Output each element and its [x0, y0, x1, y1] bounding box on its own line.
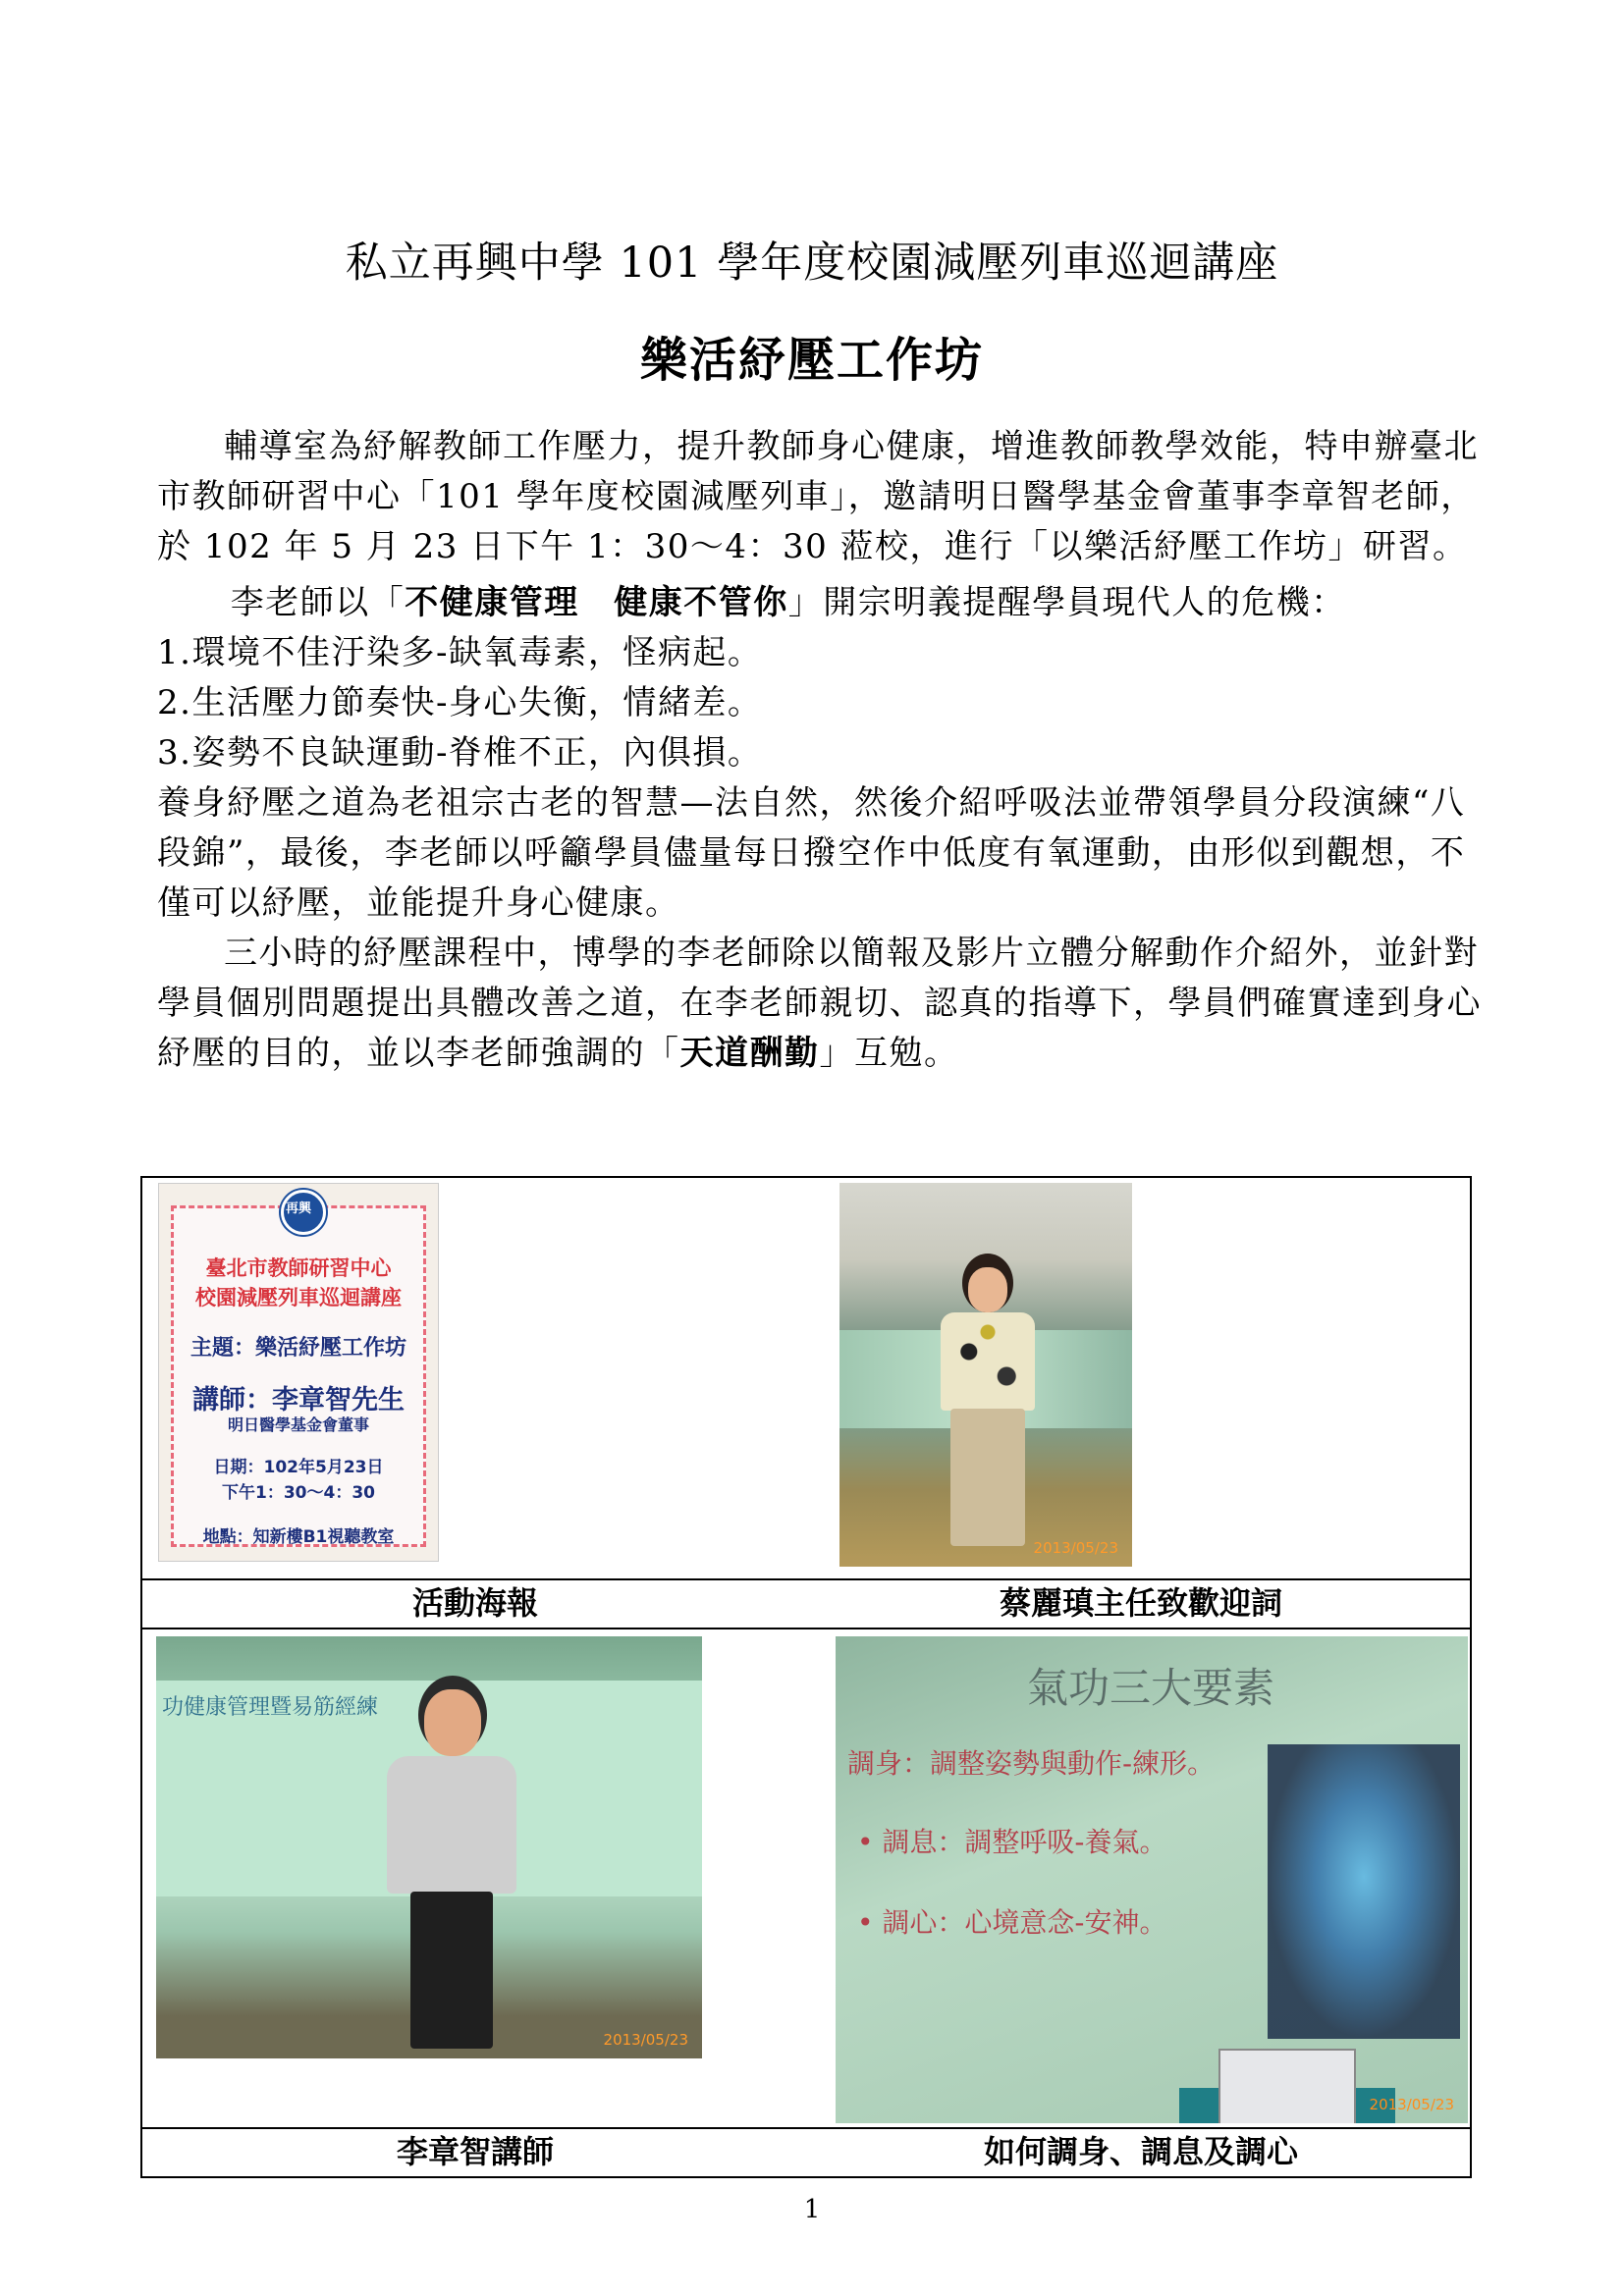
document-title: 私立再興中學 101 學年度校園減壓列車巡迴講座 — [345, 239, 1279, 288]
date-stamp: 2013/05/23 — [603, 2031, 688, 2049]
page-number: 1 — [803, 2195, 821, 2224]
speaker-figure — [933, 1254, 1041, 1558]
slide-heading: 氣功三大要素 — [1027, 1664, 1275, 1712]
caption-welcome: 蔡麗瑱主任致歡迎詞 — [999, 1584, 1282, 1622]
slide-row: • 調心：心境意念-安神。 — [857, 1906, 1167, 1939]
paragraph-summary-pre: 三小時的紓壓課程中，博學的李老師除以簡報及影片立體分解動作介紹外，並針對學員個別問題提出具體改善之道，在李老師親切、認真的指導下，學員們確實達到身心紓壓的目的，並以李老師強調的「 — [157, 934, 1482, 1073]
photo-table — [140, 1176, 1472, 2178]
slide-row: 調身：調整姿勢與動作-練形。 — [847, 1747, 1216, 1780]
poster-line: 臺北市教師研習中心 — [205, 1256, 392, 1280]
screen-text: 功健康管理暨易筋經練 — [162, 1695, 379, 1720]
caption-lecturer: 李章智講師 — [396, 2133, 554, 2170]
list-item: 1.環境不佳汙染多-缺氧毒素，怪病起。 — [157, 633, 763, 672]
document-subtitle: 樂活紓壓工作坊 — [639, 333, 984, 388]
list-item: 2.生活壓力節奏快-身心失衡，情緒差。 — [157, 683, 763, 722]
event-poster-photo — [158, 1183, 439, 1562]
poster-line: 講師：李章智先生 — [192, 1385, 405, 1415]
poster-line: 下午1：30～4：30 — [222, 1483, 375, 1503]
lecturer-figure — [377, 1676, 524, 2049]
poster-line: 日期：102年5月23日 — [213, 1458, 384, 1477]
poster-line: 主題：樂活紓壓工作坊 — [189, 1336, 406, 1361]
projector-device — [1218, 2049, 1356, 2123]
date-stamp: 2013/05/23 — [1033, 1539, 1118, 1557]
paragraph-summary-post: 」互勉。 — [819, 1034, 959, 1073]
table-divider — [142, 1628, 1470, 1629]
paragraph-wisdom: 養身紓壓之道為老祖宗古老的智慧—法自然，然後介紹呼吸法並帶領學員分段演練“八段錦”，最後，李老師以呼籲學員儘量每日撥空作中低度有氧運動，由形似到觀想，不僅可以紓壓，並能提升身心健康。 — [157, 783, 1466, 923]
paragraph-health-pre: 李老師以「 — [230, 583, 406, 622]
paragraph-summary — [157, 929, 1483, 1079]
welcome-speech-photo — [839, 1183, 1132, 1567]
paragraph-health — [157, 578, 1483, 628]
slide-photo — [836, 1636, 1468, 2123]
anatomy-figure — [1268, 1744, 1460, 2039]
poster-line: 校園減壓列車巡迴講座 — [195, 1286, 402, 1309]
slide-row: • 調息：調整呼吸-養氣。 — [857, 1826, 1167, 1858]
article-body — [157, 422, 1483, 1079]
poster-line: 地點：知新樓B1視聽教室 — [202, 1527, 395, 1547]
paragraph-intro: 輔導室為紓解教師工作壓力，提升教師身心健康，增進教師教學效能，特申辦臺北市教師研習中心「101 學年度校園減壓列車」，邀請明日醫學基金會董事李章智老師，於 102 年 5 月 23 日下午 1：30～4：30 蒞校，進行「以樂活紓壓工作坊」研習。 — [157, 427, 1479, 566]
motto-bold: 天道酬勤 — [679, 1034, 820, 1073]
list-item: 3.姿勢不良缺運動-脊椎不正，內俱損。 — [157, 733, 763, 773]
caption-poster: 活動海報 — [411, 1584, 538, 1622]
lecturer-photo — [156, 1636, 702, 2058]
paragraph-health-post: 」開宗明義提醒學員現代人的危機： — [787, 583, 1346, 622]
caption-slide: 如何調身、調息及調心 — [983, 2133, 1298, 2170]
slogan-bold: 不健康管理 健康不管你 — [405, 583, 788, 622]
date-stamp: 2013/05/23 — [1369, 2096, 1454, 2113]
poster-line: 明日醫學基金會董事 — [227, 1415, 369, 1434]
logo-text: 再興 — [285, 1201, 311, 1216]
